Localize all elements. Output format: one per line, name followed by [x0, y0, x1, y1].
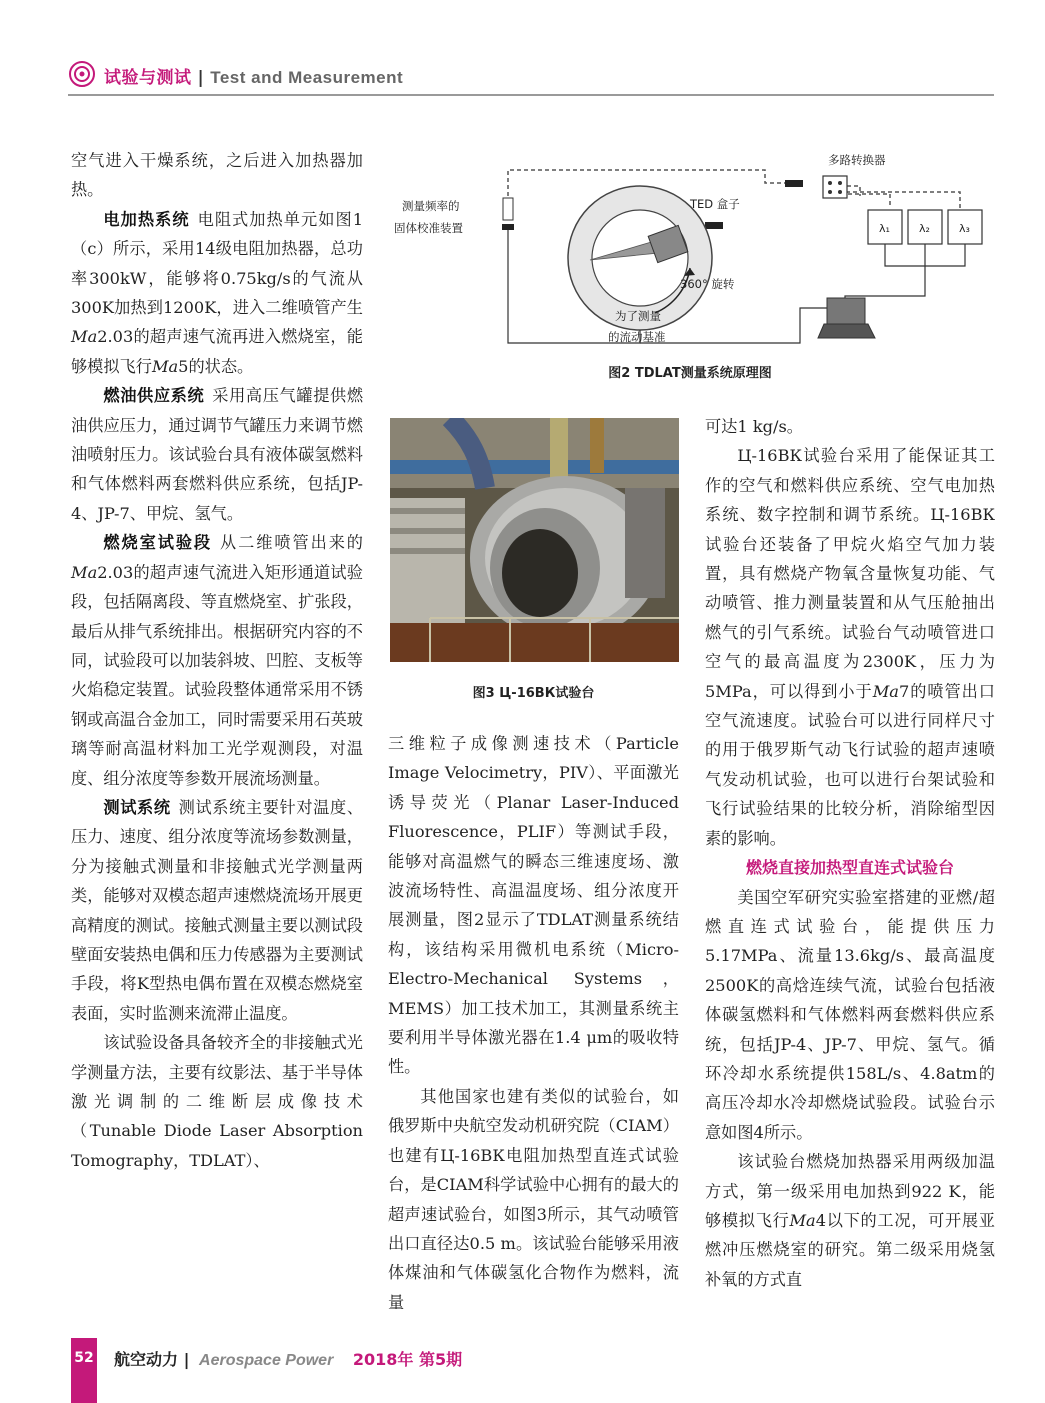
paragraph-lead: 电加热系统 — [103, 209, 190, 229]
journal-logo-icon — [68, 60, 96, 88]
paragraph-electric-heating — [71, 205, 363, 381]
optical-fiber-line — [840, 184, 960, 208]
paragraph-text: 2.03的超声速气流进入矩形通道试验段，包括隔离段、等直燃烧室、扩张段，最后从排气系统排出。根据研究内容的不同，试验段可以加装斜坡、凹腔、支板等火焰稳定装置。试验段整体通常采用不锈钢或高温合金加工，同时需要采用石英玻璃等耐高温材料加工光学观测段，对温度、组分浓度等参数开展流场测量。 — [71, 562, 363, 788]
section-heading: 燃烧直接加热型直连式试验台 — [745, 858, 954, 878]
paragraph-lead: 测试系统 — [103, 797, 171, 817]
mach-symbol: Ma — [151, 356, 179, 376]
paragraph-lead: 燃烧室试验段 — [103, 533, 213, 553]
paragraph-test-system — [71, 793, 363, 1028]
paragraph-text: 测试系统主要针对温度、压力、速度、组分浓度等流场参数测量，分为接触式测量和非接触式光学测量两类，能够对双模态超声速燃烧流场开展更高精度的测试。接触式测量主要以测试段壁面安装热电偶和压力传感器为主要测试手段，将K型热电偶布置在双模态燃烧室表面，实时监测来流滞止温度。 — [71, 797, 364, 1023]
figure-3-photo — [390, 418, 679, 662]
fiber-connector-icon — [705, 222, 723, 229]
paragraph-text: Ц-16ВК试验台采用了能保证其工作的空气和燃料供应系统、空气电加热系统、数字控制和调节系统。Ц-16ВК试验台还装备了甲烷火焰空气加力装置，具有燃烧产物氧含量恢复功能、气动喷管、推力测量装置和从气压舱抽出燃气的引气系统。试验台气动喷管进口空气的最高温度为2300K，压力为5MPa，可以得到小于 — [705, 446, 995, 701]
label-lambda-1: λ₁ — [879, 222, 890, 235]
paragraph: 该试验设备具备较齐全的非接触式光学测量方法，主要有纹影法、基于半导体激光调制的二维断层成像技术（Tunable Diode Laser Absorption Tomography，TDLAT）、 — [71, 1033, 363, 1170]
figure-2-caption: 图2 TDLAT测量系统原理图 — [608, 366, 772, 381]
section-title-cn: 试验与测试 — [104, 68, 192, 88]
blue-pipe — [390, 460, 679, 474]
mach-symbol: Ma — [71, 327, 98, 347]
mach-symbol: Ma — [872, 681, 899, 701]
label-ted-box: TED 盒子 — [690, 197, 740, 211]
journal-footer — [114, 1347, 462, 1370]
fiber-connector-icon — [502, 224, 514, 230]
paragraph-text: 4以下的工况，可开展亚燃冲压燃烧室的研究。第二级采用烧氢补氧的方式直 — [705, 1210, 995, 1289]
paragraph-text: 从二维喷管出来的 — [220, 533, 363, 553]
label-lambda-2: λ₂ — [919, 222, 930, 235]
page-header — [68, 58, 994, 98]
text-column-2 — [388, 729, 679, 1317]
label-calibration-1: 测量频率的 — [402, 199, 460, 213]
paragraph: 三维粒子成像测速技术（Particle Image Velocimetry，PIV）、平面激光诱导荧光（Planar Laser-Induced Fluorescence，PLIF）等测试手段，能够对高温燃气的瞬态三维速度场、激波流场特性、高温温度场、组分浓度开展测量，图2显示了TDLAT测量系统结构，该结构采用微机电系统（Micro-Electro-Mechanical Systems，MEMS）加工技术加工，其测量系统主要利用半导体激光器在1.4 μm的吸收特性。 — [388, 734, 679, 1077]
paragraph-lead: 燃油供应系统 — [103, 386, 205, 406]
label-rotation: 360° 旋转 — [680, 277, 735, 291]
paragraph: 美国空军研究实验室搭建的亚燃/超燃直连式试验台，能提供压力5.17MPa、流量13.6kg/s、最高温度2500K的高焓连续气流，试验台包括液体碳氢燃料和气体燃料两套燃料供应系统，包括JP-4、JP-7、甲烷、氢气。循环冷却水系统提供158L/s、4.8atm的高压冷却水冷却燃烧试验段。试验台示意如图4所示。 — [705, 887, 995, 1142]
journal-name-cn: 航空动力 — [114, 1350, 179, 1369]
mach-symbol: Ma — [789, 1210, 816, 1230]
figure-3-caption: 图3 Ц-16ВК试验台 — [472, 686, 595, 701]
section-title-en: Test and Measurement — [210, 68, 404, 87]
test-rig-photo — [390, 418, 679, 662]
section-title-separator: | — [197, 68, 205, 88]
paragraph-combustor-section — [71, 528, 363, 793]
paragraph-text: 7的喷管出口空气流速度。试验台可以进行同样尺寸的用于俄罗斯气动飞行试验的超声速喷气发动机试验，也可以进行台架试验和飞行试验结果的比较分析，消除缩型因素的影响。 — [705, 681, 995, 848]
paragraph: 其他国家也建有类似的试验台，如俄罗斯中央航空发动机研究院（CIAM）也建有Ц-16ВК电阻加热型直连式试验台，是CIAM科学试验中心拥有的最大的超声速试验台，如图3所示，其气动喷管出口直径达0.5 m。该试验台能够采用液体煤油和气体碳氢化合物作为燃料，流量 — [388, 1086, 679, 1312]
section-title — [104, 63, 403, 88]
paragraph: 空气进入干燥系统，之后进入加热器加热。 — [71, 151, 363, 200]
paragraph-fuel-supply — [71, 381, 363, 528]
text-column-1 — [71, 146, 363, 1175]
journal-issue: 2018年 第5期 — [352, 1350, 463, 1369]
label-lambda-3: λ₃ — [959, 222, 970, 235]
label-calibration-2: 固体校准装置 — [394, 221, 463, 235]
paragraph-text: 电阻式加热单元如图1（c）所示，采用14级电阻加热器，总功率300kW，能够将0.75kg/s的气流从300K加热到1200K，进入二维喷管产生 — [71, 209, 363, 318]
paragraph-text: 该试验台燃烧加热器采用两级加温方式，第一级采用电加热到922 K，能够模拟飞行 — [705, 1152, 995, 1230]
paragraph-text: 采用高压气罐提供燃油供应压力，通过调节气罐压力来调节燃油喷射压力。该试验台具有液体碳氢燃料和气体燃料两套燃料供应系统，包括JP-4、JP-7、甲烷、氢气。 — [71, 386, 364, 523]
label-multiplexer: 多路转换器 — [828, 153, 886, 167]
figure-2-diagram — [390, 148, 995, 363]
journal-separator: | — [183, 1350, 190, 1369]
tdlat-schematic — [390, 148, 995, 363]
paragraph — [705, 1147, 995, 1294]
fiber-connector-icon — [785, 180, 803, 187]
page-number: 52 — [74, 1350, 94, 1366]
paragraph-text: 2.03的超声速气流再进入燃烧室，能够模拟飞行 — [71, 327, 363, 376]
text-column-3 — [705, 412, 995, 1294]
journal-name-en: Aerospace Power — [199, 1352, 334, 1369]
mach-symbol: Ma — [71, 562, 98, 582]
paragraph-text: 5的状态。 — [178, 356, 254, 376]
footer-accent-bar — [71, 1338, 97, 1403]
paragraph: 可达1 kg/s。 — [705, 417, 803, 436]
label-flow-ref-1: 为了测量 — [615, 309, 661, 323]
calibration-device-icon — [503, 198, 513, 220]
laptop-icon — [827, 298, 865, 324]
paragraph — [705, 441, 995, 853]
header-divider — [68, 94, 994, 96]
label-flow-ref-2: 的流动基准 — [608, 330, 666, 344]
multiplexer-icon — [823, 176, 847, 198]
